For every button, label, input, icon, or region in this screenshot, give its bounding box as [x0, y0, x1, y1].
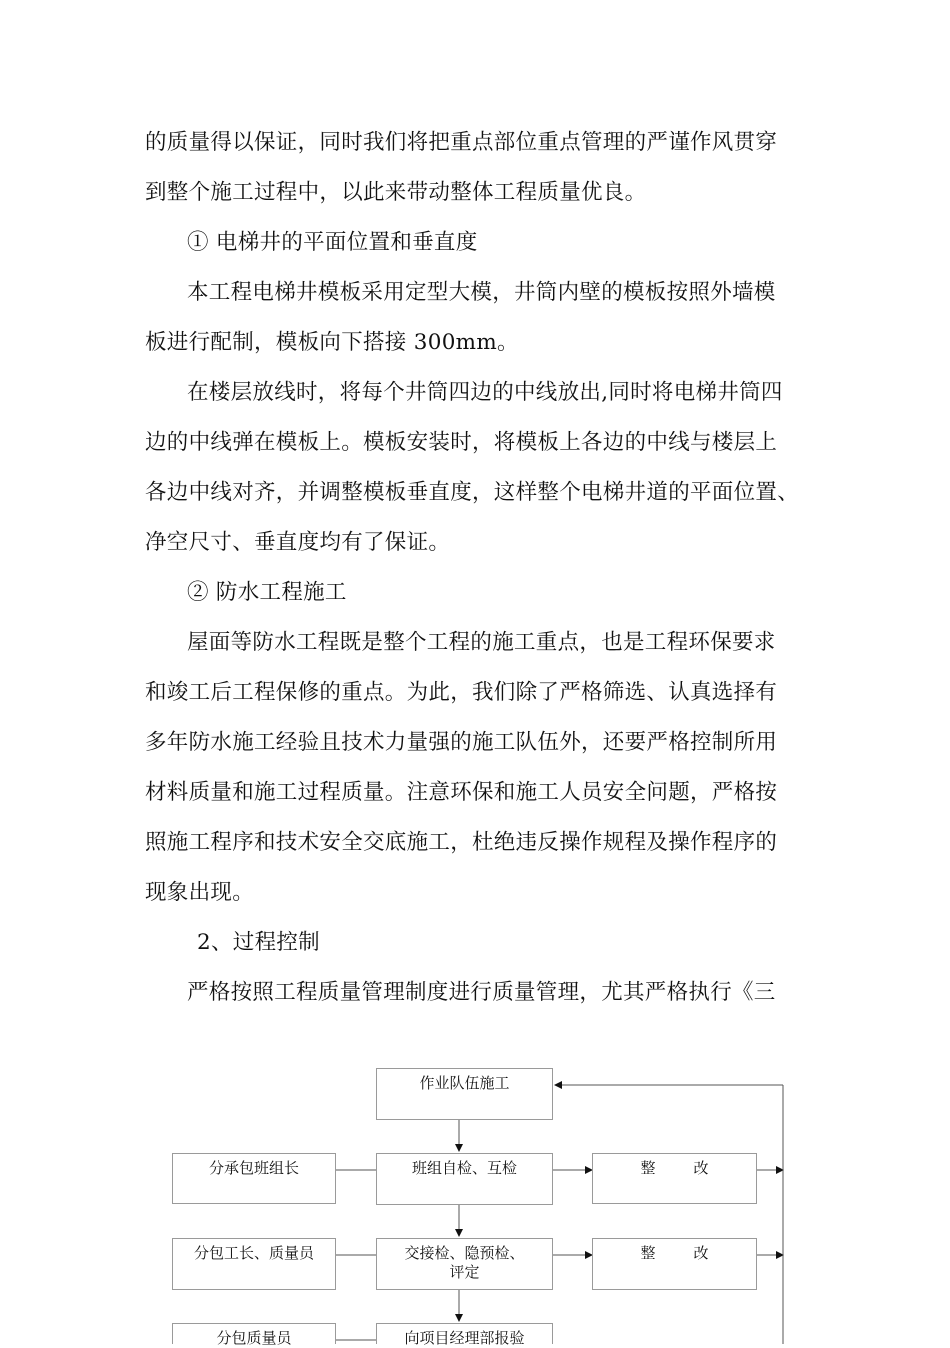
paragraph-line: 净空尺寸、垂直度均有了保证。	[145, 530, 451, 555]
paragraph-line: 照施工程序和技术安全交底施工，杜绝违反操作规程及操作程序的	[145, 830, 778, 855]
box-team-construction: 作业队伍施工	[376, 1068, 553, 1120]
box-handover-check: 交接检、隐预检、 评定	[376, 1238, 553, 1290]
box-self-mutual-check: 班组自检、互检	[376, 1153, 553, 1205]
box-sub-qc: 分包质量员	[172, 1323, 336, 1344]
paragraph-line: 现象出现。	[145, 880, 255, 905]
paragraph-line: 和竣工后工程保修的重点。为此，我们除了严格筛选、认真选择有	[145, 680, 778, 705]
box-rectify-2: 整改	[592, 1238, 757, 1290]
paragraph-line: 到整个施工过程中，以此来带动整体工程质量优良。	[145, 180, 647, 205]
box-rectify-1: 整改	[592, 1153, 757, 1204]
box-report-pm: 向项目经理部报验	[376, 1323, 553, 1344]
paragraph-line: 在楼层放线时，将每个井筒四边的中线放出,同时将电梯井筒四	[187, 380, 783, 405]
section-heading-process-control: 2、过程控制	[197, 930, 320, 955]
paragraph-line: 各边中线对齐，并调整模板垂直度，这样整个电梯井道的平面位置、	[145, 480, 800, 505]
paragraph-line: 材料质量和施工过程质量。注意环保和施工人员安全问题，严格按	[145, 780, 778, 805]
paragraph-line: 边的中线弹在模板上。模板安装时，将模板上各边的中线与楼层上	[145, 430, 778, 455]
paragraph-line: 本工程电梯井模板采用定型大模，井筒内壁的模板按照外墙模	[187, 280, 776, 305]
section-heading-elevator: ① 电梯井的平面位置和垂直度	[187, 230, 478, 255]
section-heading-waterproof: ② 防水工程施工	[187, 580, 347, 605]
paragraph-line: 严格按照工程质量管理制度进行质量管理，尤其严格执行《三	[187, 980, 776, 1005]
box-sub-foreman-qc: 分包工长、质量员	[172, 1238, 336, 1290]
paragraph-line: 多年防水施工经验且技术力量强的施工队伍外，还要严格控制所用	[145, 730, 778, 755]
paragraph-line: 板进行配制，模板向下搭接 300mm。	[145, 330, 519, 355]
paragraph-line: 的质量得以保证，同时我们将把重点部位重点管理的严谨作风贯穿	[145, 130, 778, 155]
paragraph-line: 屋面等防水工程既是整个工程的施工重点，也是工程环保要求	[187, 630, 776, 655]
box-sub-team-leader: 分承包班组长	[172, 1153, 336, 1204]
